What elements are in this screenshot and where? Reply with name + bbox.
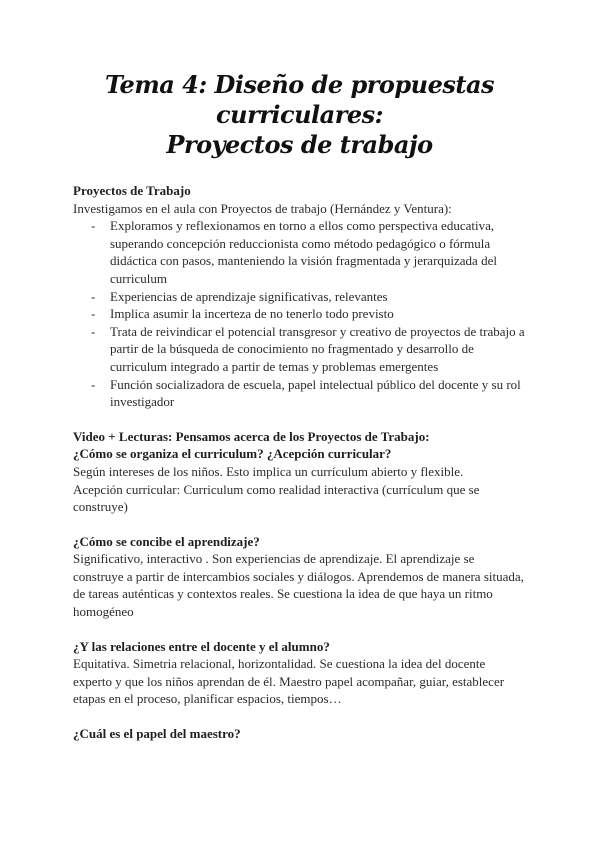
list-item: - Experiencias de aprendizaje significativas, relevantes xyxy=(110,288,526,306)
list-item: - Función socializadora de escuela, papel intelectual público del docente y su rol investigador xyxy=(110,376,526,411)
document-body xyxy=(73,182,526,743)
question-relaciones: ¿Y las relaciones entre el docente y el alumno? xyxy=(73,638,330,654)
question-curriculum: ¿Cómo se organiza el curriculum? ¿Acepción curricular? xyxy=(73,446,392,462)
question-papel-maestro: ¿Cuál es el papel del maestro? xyxy=(73,726,241,742)
bullet-list xyxy=(73,217,526,411)
page-title xyxy=(73,0,526,160)
section-heading-video: Video + Lecturas: Pensamos acerca de los Proyectos de Trabajo: xyxy=(73,428,430,444)
list-item: - Exploramos y reflexionamos en torno a ellos como perspectiva educativa, superando concepción reduccionista como método pedagógico o fórmula didáctica con pasos, manteniendo la visión fragmentada y jerarquizada del curriculum xyxy=(110,217,526,287)
answer-acepcion: Acepción curricular: Curriculum como realidad interactiva (currículum que se construye) xyxy=(73,481,480,515)
section-heading-proyectos: Proyectos de Trabajo xyxy=(73,183,191,198)
title-line-1: Tema 4: Diseño de propuestas curriculares: xyxy=(104,70,495,129)
spacer xyxy=(73,708,526,725)
answer-aprendizaje: Significativo, interactivo . Son experiencias de aprendizaje. El aprendizaje se construye a partir de intercambios sociales y diálogos. Aprendemos de manera situada, de tareas auténticas y contextos reales. Se cuestiona la idea de que haya un ritmo homogéneo xyxy=(73,551,524,620)
question-aprendizaje: ¿Cómo se concibe el aprendizaje? xyxy=(73,533,260,549)
answer-relaciones: Equitativa. Simetria relacional, horizontalidad. Se cuestiona la idea del docente experto y que los niños aprendan de él. Maestro papel acompañar, guiar, establecer etapas en el proceso, planificar espacios, tiempos… xyxy=(73,656,505,707)
spacer xyxy=(73,621,526,638)
section-intro: Investigamos en el aula con Proyectos de trabajo (Hernández y Ventura): xyxy=(73,200,452,216)
list-item: - Trata de reivindicar el potencial transgresor y creativo de proyectos de trabajo a partir de la búsqueda de conocimiento no fragmentado y desarrollo de curriculum integrado a partir de temas y problemas emergentes xyxy=(110,323,526,376)
list-item: - Implica asumir la incerteza de no tenerlo todo previsto xyxy=(110,305,526,323)
spacer xyxy=(73,411,526,428)
title-line-2: Proyectos de trabajo xyxy=(166,130,433,159)
answer-curriculum: Según intereses de los niños. Esto implica un currículum abierto y flexible. xyxy=(73,463,464,479)
spacer xyxy=(73,516,526,533)
